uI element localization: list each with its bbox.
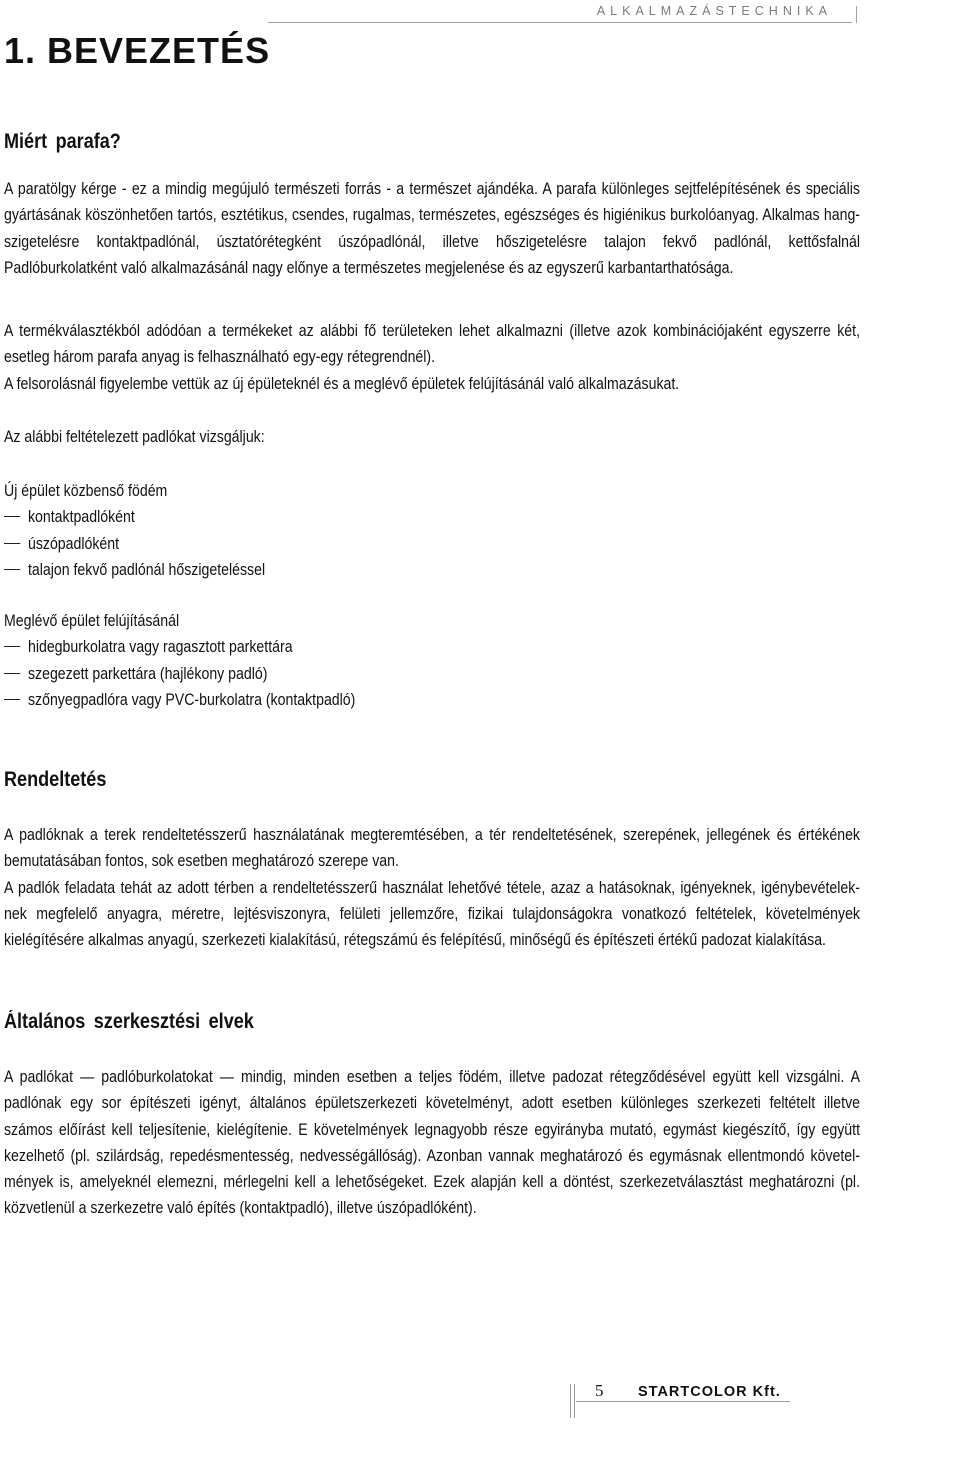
dash-icon bbox=[4, 569, 20, 570]
chapter-title: 1. BEVEZETÉS bbox=[4, 30, 271, 71]
text-line: Padlóburkolatként való alkalmazásánál nagy előnye a természetes megjelenése és az egyszerű karbantarthatósága. bbox=[4, 258, 734, 277]
list-item: kontaktpadlóként bbox=[4, 504, 860, 530]
dash-icon bbox=[4, 699, 20, 700]
text-line: közvetlenül a szerkezetre való építés (kontaktpadló), illetve úszópadlóként). bbox=[4, 1199, 477, 1218]
text-line: padlónak egy sor építészeti igényt, általános épületszerkezeti követelményt, adott esetben különleges szerkezeti feltételt illetve bbox=[4, 1094, 860, 1113]
text-line: esetleg három parafa anyag is felhasználható egy-egy rétegrendnél). bbox=[4, 348, 436, 367]
dash-icon bbox=[4, 516, 20, 517]
text-line: A termékválasztékból adódóan a termékeket az alábbi fő területeken lehet alkalmazni (illetve azok kombinációjaként egyszerre két, bbox=[4, 322, 860, 340]
text-line: kielégítésére alkalmas anyagú, szerkezeti kialakítású, rétegszámú és felépítésű, minőségű és építészeti értékű padozat kialakítása. bbox=[4, 931, 826, 950]
list-item: hidegburkolatra vagy ragasztott parkettára bbox=[4, 634, 860, 660]
new-building-list bbox=[4, 478, 860, 583]
text-line: A padlókat — padlóburkolatokat — mindig, minden esetben a teljes födém, illetve padozat rétegződésével együtt kell vizsgálni. A bbox=[4, 1068, 860, 1086]
text-line: A felsorolásnál figyelembe vettük az új épületeknél és a meglévő épületek felújításánál való alkalmazásukat. bbox=[4, 374, 680, 393]
application-paragraph bbox=[4, 318, 860, 397]
section-heading-szerkesztesi-elvek: Általános szerkesztési elvek bbox=[4, 1010, 254, 1033]
text-line: gyártásának köszönhetően tartós, esztétikus, csendes, rugalmas, természetes, egészséges és higiénikus burkolóanyag. Alkalmas hang- bbox=[4, 206, 860, 225]
section-heading-miert-parafa: Miért parafa? bbox=[4, 130, 121, 153]
text-line: bemutatásában fontos, sok esetben meghatározó szerepe van. bbox=[4, 852, 399, 871]
purpose-paragraph bbox=[4, 822, 860, 953]
list-item: úszópadlóként bbox=[4, 531, 860, 557]
text-line: nek megfelelő anyagra, méretre, lejtésviszonyra, felületi jellemzőre, fizikai tulajdonságokra vonatkozó feltételek, követelmények bbox=[4, 904, 860, 923]
renovation-list bbox=[4, 608, 860, 713]
list-title: Új épület közbenső födém bbox=[4, 482, 168, 500]
section-heading-rendeltetes: Rendeltetés bbox=[4, 768, 107, 791]
text-line: A paratölgy kérge - ez a mindig megújuló természeti forrás - a természet ajándéka. A parafa különleges sejtfelépítésének és speciális bbox=[4, 180, 860, 198]
page-number: 5 bbox=[595, 1381, 604, 1400]
text-line: mények is, amelyeknél elemezni, mérlegelni kell a lehetőségeket. Ezek alapján kell a döntést, szerkezetválasztást meghatározni (pl. bbox=[4, 1173, 860, 1192]
header-rule bbox=[268, 22, 852, 23]
text-line: kezelhető (pl. szilárdság, repedésmentesség, nedvességállóság). Azonban vannak meghatározó és egymásnak ellentmondó követel- bbox=[4, 1146, 860, 1165]
footer-bar bbox=[574, 1384, 575, 1418]
text-line: A padlók feladata tehát az adott térben a rendeltetésszerű használat lehetővé tétele, azaz a hatásoknak, igényeknek, igénybevételek- bbox=[4, 878, 860, 897]
list-title: Meglévő épület felújításánál bbox=[4, 612, 180, 630]
text-line: számos előírást kell teljesítenie, kielégítenie. E követelmények legnagyobb része egyirányba mutató, egymást kiegészítő, így együtt bbox=[4, 1120, 860, 1139]
floor-types-intro bbox=[4, 424, 860, 450]
dash-icon bbox=[4, 673, 20, 674]
text-line: A padlóknak a terek rendeltetésszerű használatának megteremtésében, a tér rendeltetésének, szerepének, jellegének és értékének bbox=[4, 826, 860, 844]
text-line: szigetelésre kontaktpadlónál, úsztatórétegként úszópadlónál, illetve hőszigetelésre talajon fekvő padlónál, kettősfalnál bbox=[4, 232, 860, 251]
header-tick bbox=[856, 6, 857, 23]
dash-icon bbox=[4, 646, 20, 647]
list-item: szőnyegpadlóra vagy PVC-burkolatra (kontaktpadló) bbox=[4, 687, 860, 713]
dash-icon bbox=[4, 543, 20, 544]
running-header: ALKALMAZÁSTECHNIKA bbox=[596, 4, 832, 18]
intro-paragraph bbox=[4, 176, 860, 281]
list-item: talajon fekvő padlónál hőszigeteléssel bbox=[4, 557, 860, 583]
list-item: szegezett parkettára (hajlékony padló) bbox=[4, 661, 860, 687]
text-line: Az alábbi feltételezett padlókat vizsgáljuk: bbox=[4, 428, 265, 446]
principles-paragraph bbox=[4, 1064, 860, 1222]
footer-rule bbox=[576, 1401, 790, 1402]
company-name: STARTCOLOR Kft. bbox=[638, 1384, 781, 1400]
footer-bar bbox=[570, 1384, 571, 1418]
